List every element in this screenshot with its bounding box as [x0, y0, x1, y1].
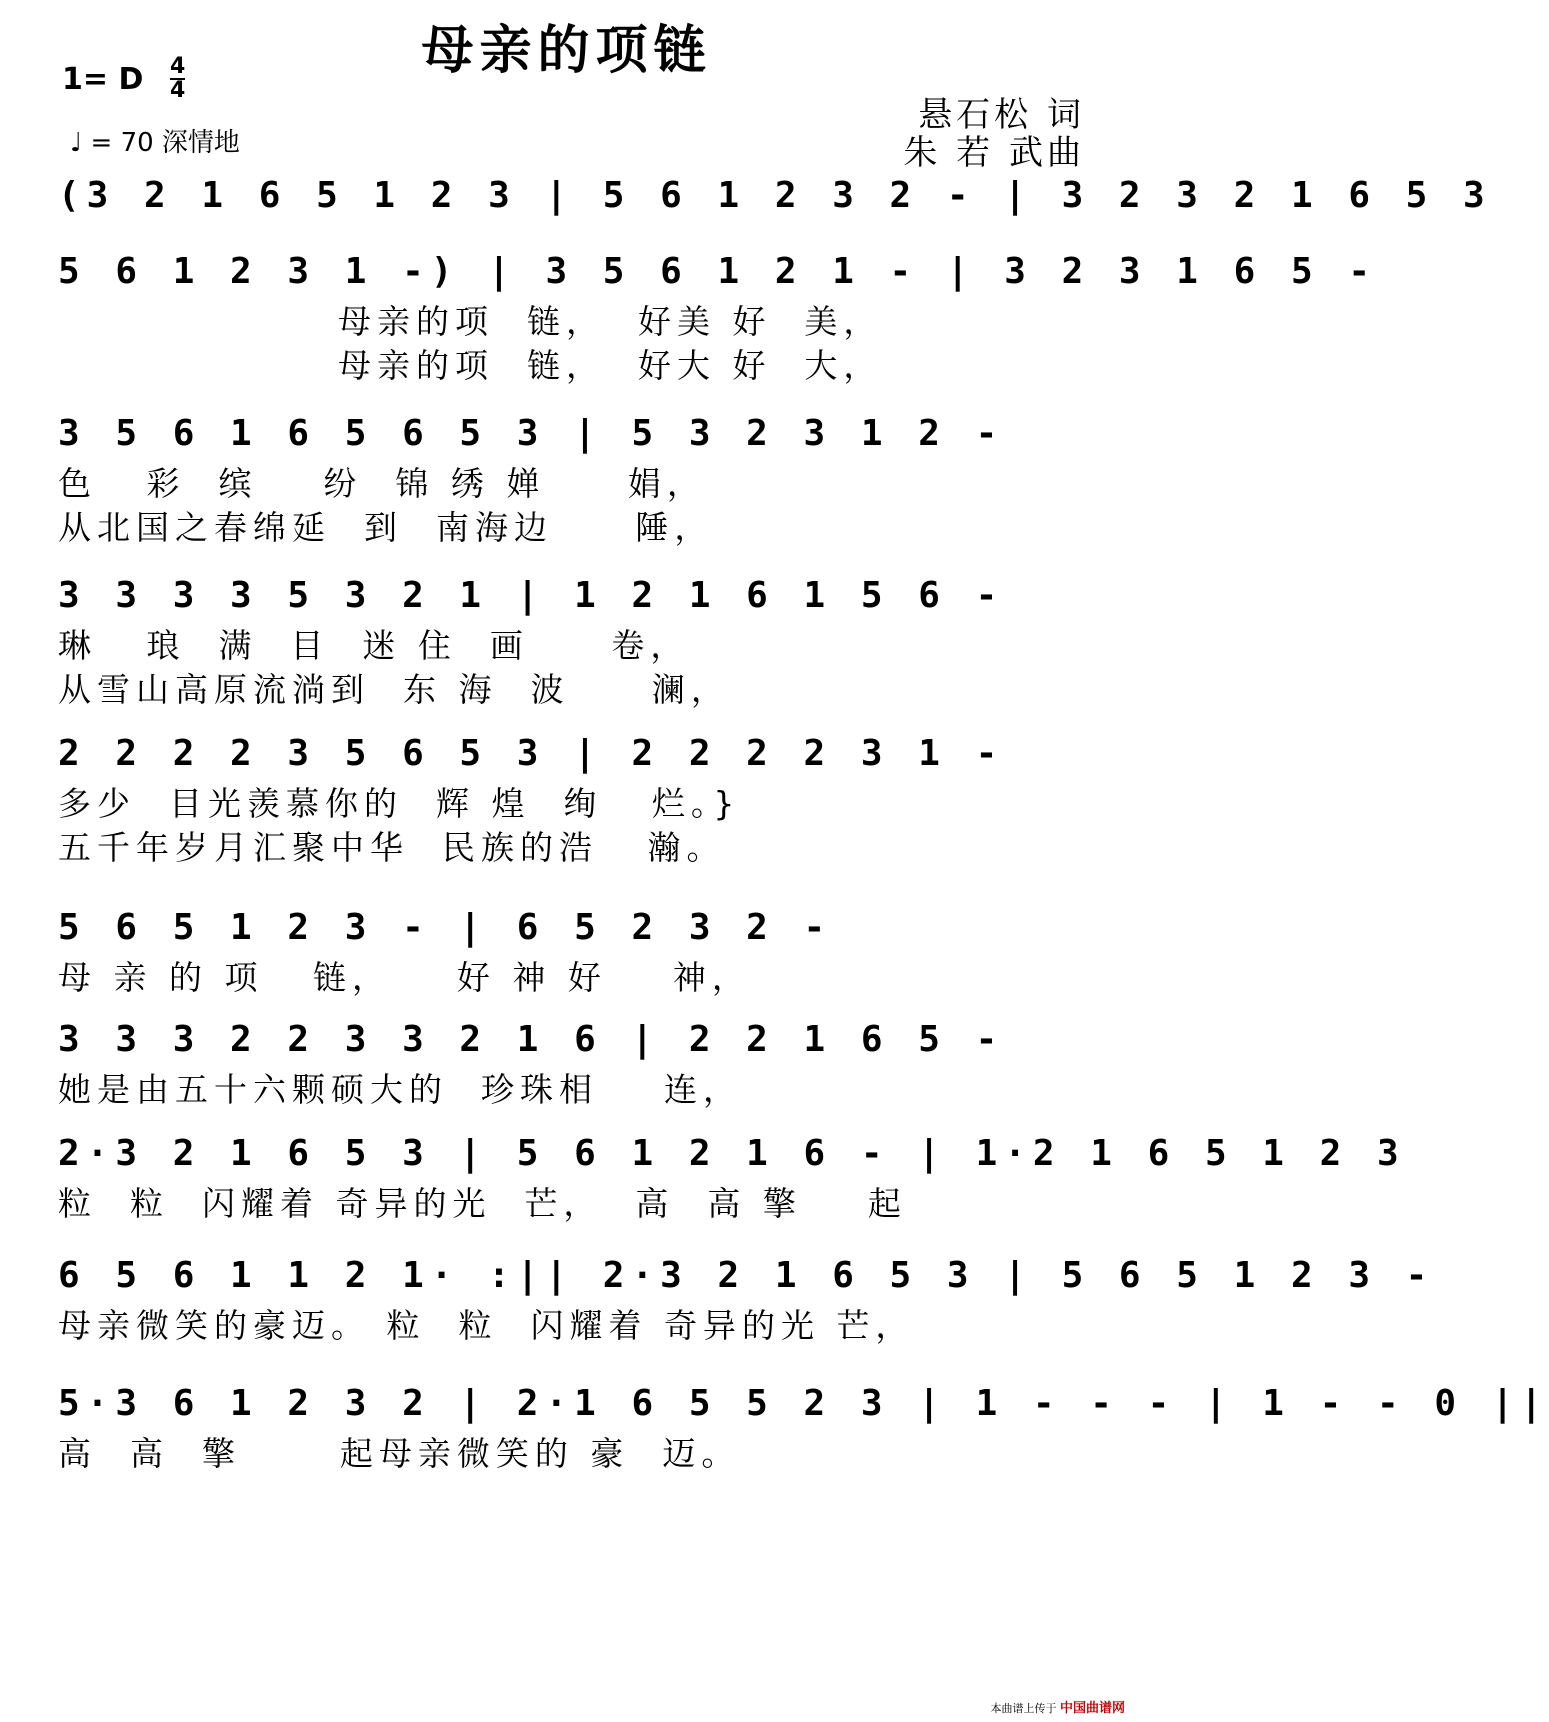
- lyrics-verse-1: 高 高 擎 起母亲微笑的 豪 迈。: [58, 1434, 741, 1473]
- tempo-marking: ♩ = 70 深情地: [70, 128, 240, 158]
- lyrics-verse-1: 母亲的项 链， 好美 好 美，: [338, 302, 883, 341]
- footer-text: 本曲谱上传于: [990, 1702, 1057, 1715]
- notes-line: 5 6 1 2 3 1 -) | 3 5 6 1 2 1 - | 3 2 3 1 6 5 -: [58, 251, 1377, 292]
- time-sig-bottom: 4: [170, 78, 186, 103]
- composer: 朱 若 武曲: [903, 133, 1085, 173]
- lyrics-verse-1: 母 亲 的 项 链， 好 神 好 神，: [58, 958, 751, 997]
- lyrics-verse-2: 从雪山高原流淌到 东 海 波 澜，: [58, 670, 730, 709]
- key-signature: 1= D: [62, 62, 144, 97]
- credits: [903, 96, 1085, 172]
- lyrics-verse-2: 从北国之春绵延 到 南海边 陲，: [58, 508, 714, 547]
- notes-line: 3 3 3 3 5 3 2 1 | 1 2 1 6 1 5 6 -: [58, 575, 1005, 616]
- lyrics-verse-1: 色 彩 缤 纷 锦 绣 婵 娟，: [58, 464, 706, 503]
- score-system-5: [58, 726, 1098, 870]
- lyricist: 悬石松 词: [918, 95, 1085, 135]
- score-system-7: [58, 1012, 1098, 1112]
- lyrics-verse-1: 多少 目光羡慕你的 辉 煌 绚 烂。}: [58, 784, 741, 823]
- score-system-9: [58, 1248, 1435, 1348]
- notes-line: 3 5 6 1 6 5 6 5 3 | 5 3 2 3 1 2 -: [58, 413, 1005, 454]
- score-system-3: [58, 406, 1098, 550]
- notes-line: 2 2 2 2 3 5 6 5 3 | 2 2 2 2 3 1 -: [58, 733, 1005, 774]
- score-system-1: [58, 168, 1492, 224]
- song-title: 母亲的项链: [421, 21, 712, 81]
- lyrics-verse-2: 母亲的项 链， 好大 好 大，: [338, 346, 883, 385]
- score-system-4: [58, 568, 1098, 712]
- lyrics-verse-1: 粒 粒 闪耀着 奇异的光 芒， 高 高 擎 起: [58, 1184, 907, 1223]
- lyrics-verse-1: 她是由五十六颗硕大的 珍珠相 连，: [58, 1070, 742, 1109]
- lyrics-verse-1: 琳 琅 满 目 迷 住 画 卷，: [58, 626, 690, 665]
- lyrics-verse-1: 母亲微笑的豪迈。 粒 粒 闪耀着 奇异的光 芒，: [58, 1306, 915, 1345]
- lyrics-verse-2: 五千年岁月汇聚中华 民族的浩 瀚。: [58, 828, 726, 867]
- score-system-8: [58, 1126, 1406, 1226]
- score-system-10: [58, 1376, 1549, 1476]
- notes-line: 5·3 6 1 2 3 2 | 2·1 6 5 5 2 3 | 1 - - - | 1 - - 0 ||: [58, 1383, 1549, 1424]
- notes-line: 5 6 5 1 2 3 - | 6 5 2 3 2 -: [58, 907, 833, 948]
- notes-line: 2·3 2 1 6 5 3 | 5 6 1 2 1 6 - | 1·2 1 6 5 1 2 3: [58, 1133, 1406, 1174]
- time-signature: [170, 56, 185, 102]
- notes-line: 3 3 3 2 2 3 3 2 1 6 | 2 2 1 6 5 -: [58, 1019, 1005, 1060]
- score-system-2: [58, 244, 1377, 388]
- source-watermark: [990, 1697, 1125, 1716]
- score-system-6: [58, 900, 1098, 1000]
- footer-brand: 中国曲谱网: [1059, 1701, 1125, 1716]
- time-sig-top: 4: [170, 54, 186, 79]
- notes-line: 6 5 6 1 1 2 1· :|| 2·3 2 1 6 5 3 | 5 6 5 1 2 3 -: [58, 1255, 1435, 1296]
- notes-line: (3 2 1 6 5 1 2 3 | 5 6 1 2 3 2 - | 3 2 3 2 1 6 5 3: [58, 175, 1492, 216]
